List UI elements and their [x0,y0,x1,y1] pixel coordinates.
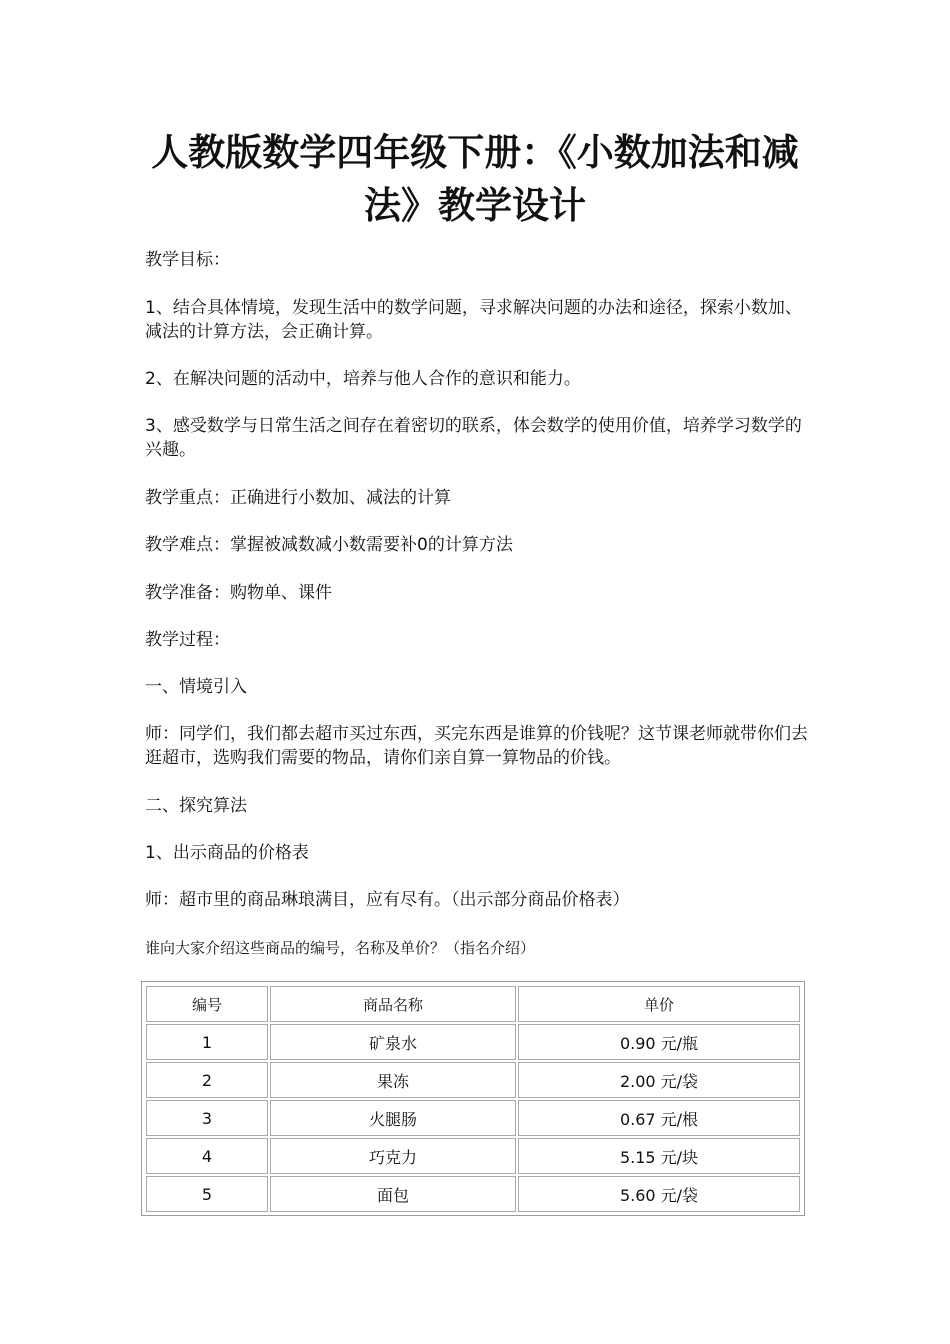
paragraph-objective-1: 1、结合具体情境，发现生活中的数学问题，寻求解决问题的办法和途径，探索小数加、减法的计算方法，会正确计算。 [145,298,802,342]
cell-name: 火腿肠 [270,1100,516,1136]
section-heading-1: 一、情境引入 [145,677,247,697]
price-table [144,984,802,1214]
header-cell-name: 商品名称 [270,986,516,1022]
cell-price: 0.67 元/根 [518,1100,800,1136]
table-row [146,1100,800,1136]
cell-number: 4 [146,1138,268,1174]
paragraph-difficult-point: 教学难点：掌握被减数减小数需要补0的计算方法 [145,535,513,555]
subsection-heading-1: 1、出示商品的价格表 [145,843,309,863]
paragraph-preparation: 教学准备：购物单、课件 [145,583,332,603]
header-cell-number: 编号 [146,986,268,1022]
table-row [146,1138,800,1174]
header-cell-price: 单价 [518,986,800,1022]
cell-price: 2.00 元/袋 [518,1062,800,1098]
paragraph-teacher-intro: 师：同学们，我们都去超市买过东西，买完东西是谁算的价钱呢？这节课老师就带你们去逛超市，选购我们需要的物品，请你们亲自算一算物品的价钱。 [145,724,808,768]
cell-number: 2 [146,1062,268,1098]
document-title: 人教版数学四年级下册：《小数加法和减法》教学设计 [151,130,799,227]
paragraph-objectives-heading: 教学目标： [145,250,230,270]
paragraph-teacher-price-table: 师：超市里的商品琳琅满目，应有尽有。（出示部分商品价格表） [145,890,630,910]
paragraph-objective-2: 2、在解决问题的活动中，培养与他人合作的意识和能力。 [145,369,581,389]
cell-name: 矿泉水 [270,1024,516,1060]
cell-number: 5 [146,1176,268,1212]
table-header-row [146,986,800,1022]
paragraph-question: 谁向大家介绍这些商品的编号，名称及单价？（指名介绍） [145,939,536,957]
section-heading-2: 二、探究算法 [145,796,247,816]
price-table-frame [141,981,805,1216]
cell-price: 5.15 元/块 [518,1138,800,1174]
cell-name: 面包 [270,1176,516,1212]
paragraph-objective-3: 3、感受数学与日常生活之间存在着密切的联系，体会数学的使用价值，培养学习数学的兴趣。 [145,416,802,460]
cell-number: 3 [146,1100,268,1136]
table-row [146,1062,800,1098]
cell-price: 5.60 元/袋 [518,1176,800,1212]
cell-name: 巧克力 [270,1138,516,1174]
cell-price: 0.90 元/瓶 [518,1024,800,1060]
table-row [146,1024,800,1060]
paragraph-process-heading: 教学过程： [145,630,230,650]
cell-name: 果冻 [270,1062,516,1098]
paragraph-key-point: 教学重点：正确进行小数加、减法的计算 [145,488,451,508]
cell-number: 1 [146,1024,268,1060]
table-row [146,1176,800,1212]
